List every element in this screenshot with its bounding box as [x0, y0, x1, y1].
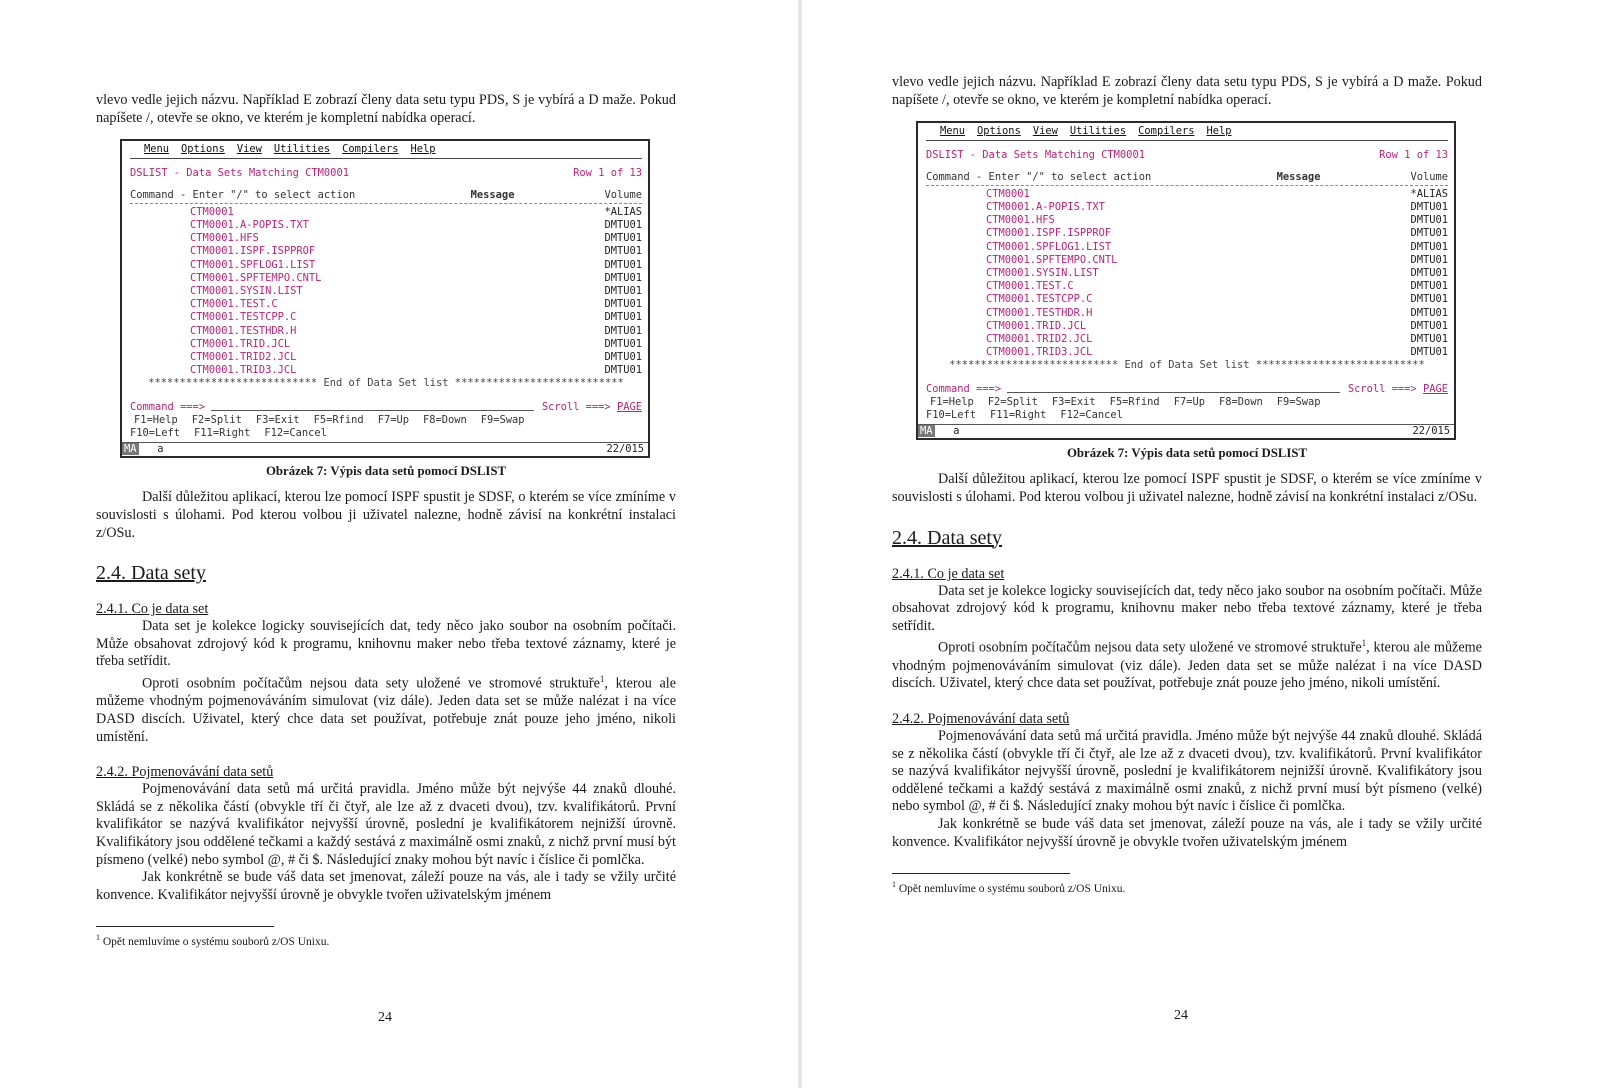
pf-key-split[interactable]: F2=Split	[191, 413, 242, 426]
dataset-row[interactable]	[130, 206, 642, 219]
menu-item-view[interactable]: View	[236, 143, 262, 156]
pf-keys-row-1	[926, 396, 1448, 409]
pf-key-right[interactable]: F11=Right	[990, 409, 1047, 422]
dataset-row[interactable]	[130, 245, 642, 258]
dataset-row[interactable]	[130, 338, 642, 351]
menu-item-help[interactable]: Help	[1206, 125, 1232, 138]
session-id: a	[953, 425, 960, 438]
dataset-volume: DMTU01	[604, 298, 642, 311]
header-divider	[130, 203, 642, 204]
paragraph-1a: Data set je kolekce logicky souvisejících dat, tedy něco jako soubor na osobním počítači. Může obsahovat zdrojový kód k programu, knihovnu maker nebo třeba textové záznamy, které je třeba setřídit.	[96, 618, 676, 670]
intro-paragraph: vlevo vedle jejich názvu. Například E zobrazí členy data setu typu PDS, S je vybírá a D maže. Pokud napíšete /, otevře se okno, ve kterém je kompletní nabídka operací.	[892, 74, 1482, 108]
column-message: Message	[470, 188, 515, 201]
header-divider	[926, 185, 1448, 186]
dataset-name: CTM0001.TRID.JCL	[986, 319, 1087, 332]
dataset-volume: DMTU01	[1410, 253, 1448, 266]
dataset-volume: DMTU01	[1410, 214, 1448, 227]
row-info: Row 1 of 13	[1379, 149, 1448, 162]
figure-caption: Obrázek 7: Výpis data setů pomocí DSLIST	[1066, 446, 1308, 461]
command-line	[130, 401, 642, 414]
terminal-header-row	[926, 171, 1448, 184]
dataset-row[interactable]	[130, 285, 642, 298]
dataset-row[interactable]	[926, 241, 1448, 254]
pf-key-rfind[interactable]: F5=Rfind	[313, 413, 364, 426]
sdsf-paragraph: Další důležitou aplikací, kterou lze pomocí ISPF spustit je SDSF, o kterém se více zmíníme v souvislosti s úlohami. Pod kterou volbou ji uživatel nalezne, hodně závisí na konkrétní instalaci z/OSu.	[892, 471, 1482, 506]
end-of-list-line: *************************** End of Data Set list ***************************	[949, 359, 1425, 372]
pf-key-exit[interactable]: F3=Exit	[255, 413, 300, 426]
pf-keys-row-2	[926, 409, 1448, 422]
row-info: Row 1 of 13	[573, 167, 642, 180]
command-hint: Command - Enter "/" to select action	[926, 170, 1152, 183]
menu-item-utilities[interactable]: Utilities	[1069, 125, 1127, 138]
paragraph-1a: Data set je kolekce logicky souvisejících dat, tedy něco jako soubor na osobním počítači. Může obsahovat zdrojový kód k programu, knihovnu maker nebo třeba textové záznamy, které je třeba setřídit.	[892, 582, 1482, 634]
dataset-row[interactable]	[130, 219, 642, 232]
dataset-row[interactable]	[926, 293, 1448, 306]
dataset-row[interactable]	[926, 320, 1448, 333]
dataset-row[interactable]	[926, 188, 1448, 201]
dataset-row[interactable]	[926, 201, 1448, 214]
dataset-row[interactable]	[130, 311, 642, 324]
dataset-row[interactable]	[130, 259, 642, 272]
menu-item-compilers[interactable]: Compilers	[342, 143, 399, 156]
dataset-name: CTM0001.HFS	[986, 214, 1055, 227]
dataset-volume: DMTU01	[604, 258, 642, 271]
dataset-name: CTM0001.SPFTEMPO.CNTL	[986, 253, 1118, 266]
dataset-row[interactable]	[130, 351, 642, 364]
pf-keys-row-2	[130, 427, 642, 440]
pf-key-rfind[interactable]: F5=Rfind	[1109, 395, 1160, 408]
dataset-name: CTM0001.TRID3.JCL	[986, 346, 1093, 359]
dataset-volume: DMTU01	[604, 337, 642, 350]
paragraph-2a: Pojmenovávání data setů má určitá pravidla. Jméno může být nejvýše 44 znaků dlouhé. Skládá se z několika částí (obvykle tří či čtyř, ale lze až z dvaceti dvou), tzv. kvalifikátorů. První kvalifikátor se nazývá kvalifikátor nejvyšší úrovně, poslední je kvalifikátorem nejnižší úrovně. Kvalifikátory jsou oddělené tečkami a každý sestává z maximálně osmi znaků, z nichž první musí být písmeno (velké) nebo symbol @, # či $. Následující znaky mohou být navíc i číslice či pomlčka.	[892, 727, 1482, 815]
dataset-list	[130, 206, 642, 378]
dataset-volume: DMTU01	[604, 245, 642, 258]
dataset-list	[926, 188, 1448, 360]
dataset-row[interactable]	[926, 280, 1448, 293]
command-input[interactable]	[211, 401, 534, 411]
dataset-row[interactable]	[130, 232, 642, 245]
intro-paragraph: vlevo vedle jejich názvu. Například E zobrazí členy data setu typu PDS, S je vybírá a D maže. Pokud napíšete /, otevře se okno, ve kterém je kompletní nabídka operací.	[96, 92, 676, 126]
menu-item-help[interactable]: Help	[410, 143, 436, 156]
dataset-volume: DMTU01	[1410, 227, 1448, 240]
terminal-menubar	[926, 125, 1448, 141]
dataset-row[interactable]	[130, 325, 642, 338]
dataset-name: CTM0001.A-POPIS.TXT	[986, 201, 1105, 213]
scroll-label: Scroll ===>	[1347, 382, 1417, 395]
dataset-row[interactable]	[926, 307, 1448, 320]
left-page-content	[96, 92, 676, 948]
dataset-volume: DMTU01	[1410, 346, 1448, 359]
pf-key-help[interactable]: F1=Help	[134, 413, 178, 426]
dataset-volume: DMTU01	[604, 232, 642, 245]
dataset-name: CTM0001.TESTCPP.C	[986, 293, 1093, 306]
dataset-name: CTM0001.TRID2.JCL	[986, 333, 1093, 346]
dataset-name: CTM0001.SPFLOG1.LIST	[190, 258, 316, 271]
scroll-label: Scroll ===>	[541, 400, 611, 413]
scroll-value[interactable]: PAGE	[616, 400, 642, 413]
figure-caption: Obrázek 7: Výpis data setů pomocí DSLIST	[265, 464, 507, 479]
pf-key-down[interactable]: F8=Down	[422, 413, 467, 426]
cursor-position: 22/015	[1412, 425, 1450, 438]
dataset-volume: DMTU01	[604, 351, 642, 364]
dataset-name: CTM0001	[190, 205, 234, 218]
paragraph-1b: Oproti osobním počítačům nejsou data sety uložené ve stromové struktuře$^1$, kterou ale můžeme vhodným pojmenováváním simulovat (viz dále). Jeden data set se může nalézat i na více DASD discích. Uživatel, který chce data set používat, potřebuje znát pouze jeho jméno, nikoli umístění.	[96, 674, 677, 745]
command-hint: Command - Enter "/" to select action	[130, 188, 356, 201]
status-indicator: MA	[124, 443, 137, 456]
session-id: a	[157, 443, 164, 456]
paragraph-1b: Oproti osobním počítačům nejsou data sety uložené ve stromové struktuře$^1$, kterou ale můžeme vhodným pojmenováváním simulovat (viz dále). Jeden data set se může nalézat i na více DASD discích. Uživatel, který chce data set používat, potřebuje znát pouze jeho jméno, nikoli umístění.	[892, 638, 1482, 692]
command-line	[926, 383, 1448, 396]
page-number-right: 24	[1174, 1008, 1188, 1023]
command-prompt: Command ===>	[130, 400, 206, 413]
menu-item-menu[interactable]: Menu	[940, 125, 966, 138]
terminal-status-bar	[918, 424, 1454, 438]
menu-item-view[interactable]: View	[1032, 125, 1058, 138]
dataset-row[interactable]	[926, 227, 1448, 240]
column-volume: Volume	[1410, 170, 1448, 183]
subsection-heading-1: 2.4.1. Co je data set	[96, 601, 209, 618]
dataset-volume: DMTU01	[604, 271, 642, 284]
dataset-name: CTM0001.TRID3.JCL	[190, 364, 297, 377]
dataset-name: CTM0001.SYSIN.LIST	[190, 285, 303, 298]
subsection-heading-2: 2.4.2. Pojmenovávání data setů	[892, 710, 1070, 727]
pf-key-down[interactable]: F8=Down	[1218, 395, 1263, 408]
dslist-terminal	[120, 139, 650, 458]
terminal-title-row	[926, 149, 1448, 162]
terminal-title: DSLIST - Data Sets Matching CTM0001	[926, 149, 1145, 162]
dataset-name: CTM0001.TEST.C	[190, 298, 278, 311]
dataset-name: CTM0001.ISPF.ISPPROF	[190, 245, 316, 258]
terminal-title: DSLIST - Data Sets Matching CTM0001	[130, 167, 349, 180]
dataset-volume: DMTU01	[604, 364, 642, 377]
subsection-heading-2: 2.4.2. Pojmenovávání data setů	[96, 764, 274, 781]
dataset-row[interactable]	[926, 346, 1448, 359]
command-input[interactable]	[1007, 383, 1340, 393]
dataset-volume: DMTU01	[604, 285, 642, 298]
sdsf-paragraph: Další důležitou aplikací, kterou lze pomocí ISPF spustit je SDSF, o kterém se více zmíníme v souvislosti s úlohami. Pod kterou volbou ji uživatel nalezne, hodně závisí na konkrétní instalaci z/OSu.	[96, 489, 676, 541]
pf-key-swap[interactable]: F9=Swap	[480, 413, 525, 426]
dataset-name: CTM0001.TESTCPP.C	[190, 311, 297, 324]
pf-key-left[interactable]: F10=Left	[130, 427, 181, 440]
section-heading: 2.4. Data sety	[892, 526, 1002, 549]
terminal-header-row	[130, 189, 642, 202]
right-page-content	[892, 74, 1482, 895]
terminal-status-bar	[122, 442, 648, 456]
dataset-row[interactable]	[926, 254, 1448, 267]
pf-key-cancel[interactable]: F12=Cancel	[1060, 409, 1123, 422]
dataset-volume: DMTU01	[604, 324, 642, 337]
status-indicator: MA	[920, 425, 933, 438]
menu-item-menu[interactable]: Menu	[144, 143, 170, 156]
footnote: $^1$ Opět nemluvíme o systému souborů z/OS Unixu.	[96, 933, 330, 949]
dataset-volume: DMTU01	[1410, 293, 1448, 306]
footnote: $^1$ Opět nemluvíme o systému souborů z/OS Unixu.	[892, 880, 1126, 895]
dataset-name: CTM0001	[986, 187, 1030, 200]
dataset-volume: DMTU01	[604, 311, 642, 324]
menu-item-compilers[interactable]: Compilers	[1138, 125, 1195, 138]
dataset-row[interactable]	[130, 364, 642, 377]
footnote-divider	[96, 926, 274, 927]
dataset-row[interactable]	[130, 272, 642, 285]
dataset-volume: DMTU01	[1410, 240, 1448, 253]
scroll-value[interactable]: PAGE	[1422, 382, 1448, 395]
terminal-menubar	[130, 143, 642, 159]
dataset-volume: DMTU01	[1410, 333, 1448, 346]
page-number-left: 24	[378, 1010, 392, 1025]
pf-key-swap[interactable]: F9=Swap	[1276, 395, 1321, 408]
dataset-name: CTM0001.TESTHDR.H	[190, 324, 297, 337]
dataset-volume: DMTU01	[1410, 201, 1448, 213]
pf-key-cancel[interactable]: F12=Cancel	[264, 427, 327, 440]
dataset-row[interactable]	[926, 214, 1448, 227]
menu-item-utilities[interactable]: Utilities	[273, 143, 331, 156]
pf-key-up[interactable]: F7=Up	[377, 413, 409, 426]
dataset-volume: DMTU01	[1410, 306, 1448, 319]
section-heading: 2.4. Data sety	[96, 562, 206, 585]
menu-item-options[interactable]: Options	[977, 125, 1021, 138]
dataset-name: CTM0001.HFS	[190, 232, 259, 245]
menu-item-options[interactable]: Options	[181, 143, 225, 156]
column-message: Message	[1276, 170, 1321, 183]
dataset-row[interactable]	[926, 267, 1448, 280]
subsection-heading-1: 2.4.1. Co je data set	[892, 565, 1005, 582]
dataset-volume: DMTU01	[1410, 280, 1448, 293]
dataset-volume: DMTU01	[1410, 267, 1448, 280]
dataset-name: CTM0001.TRID2.JCL	[190, 351, 297, 364]
dataset-name: CTM0001.TESTHDR.H	[986, 306, 1093, 319]
dataset-volume: DMTU01	[1410, 319, 1448, 332]
pf-key-up[interactable]: F7=Up	[1173, 395, 1205, 408]
pf-keys-row-1	[130, 414, 642, 427]
dataset-volume: DMTU01	[604, 219, 642, 231]
dataset-volume: *ALIAS	[604, 205, 642, 218]
pf-key-left[interactable]: F10=Left	[926, 409, 977, 422]
dataset-row[interactable]	[926, 333, 1448, 346]
dslist-terminal	[916, 121, 1456, 440]
footnote-divider	[892, 873, 1070, 874]
pf-key-split[interactable]: F2=Split	[987, 395, 1038, 408]
terminal-title-row	[130, 167, 642, 180]
dataset-name: CTM0001.SYSIN.LIST	[986, 267, 1099, 280]
pf-key-exit[interactable]: F3=Exit	[1051, 395, 1096, 408]
dataset-name: CTM0001.TEST.C	[986, 280, 1074, 293]
dataset-name: CTM0001.A-POPIS.TXT	[190, 219, 309, 231]
paragraph-2b: Jak konkrétně se bude váš data set jmenovat, záleží pouze na vás, ale i tady se vžily určité konvence. Kvalifikátor nejvyšší úrovně je obvykle tvořen uživatelským jménem	[892, 815, 1482, 850]
end-of-list-line: *************************** End of Data Set list ***************************	[148, 377, 624, 390]
column-volume: Volume	[604, 188, 642, 201]
dataset-name: CTM0001.SPFTEMPO.CNTL	[190, 271, 322, 284]
pf-key-right[interactable]: F11=Right	[194, 427, 251, 440]
cursor-position: 22/015	[606, 443, 644, 456]
paragraph-2a: Pojmenovávání data setů má určitá pravidla. Jméno může být nejvýše 44 znaků dlouhé. Skládá se z několika částí (obvykle tří či čtyř, ale lze až z dvaceti dvou), tzv. kvalifikátorů. První kvalifikátor se nazývá kvalifikátor nejvyšší úrovně, poslední je kvalifikátorem nejnižší úrovně. Kvalifikátory jsou oddělené tečkami a každý sestává z maximálně osmi znaků, z nichž první musí být písmeno (velké) nebo symbol @, # či $. Následující znaky mohou být navíc i číslice či pomlčka.	[96, 781, 676, 868]
dataset-row[interactable]	[130, 298, 642, 311]
dataset-name: CTM0001.SPFLOG1.LIST	[986, 240, 1112, 253]
dataset-volume: *ALIAS	[1410, 187, 1448, 200]
pf-key-help[interactable]: F1=Help	[930, 395, 974, 408]
dataset-name: CTM0001.ISPF.ISPPROF	[986, 227, 1112, 240]
command-prompt: Command ===>	[926, 382, 1002, 395]
paragraph-2b: Jak konkrétně se bude váš data set jmenovat, záleží pouze na vás, ale i tady se vžily určité konvence. Kvalifikátor nejvyšší úrovně je obvykle tvořen uživatelským jménem	[96, 869, 676, 903]
dataset-name: CTM0001.TRID.JCL	[190, 337, 291, 350]
